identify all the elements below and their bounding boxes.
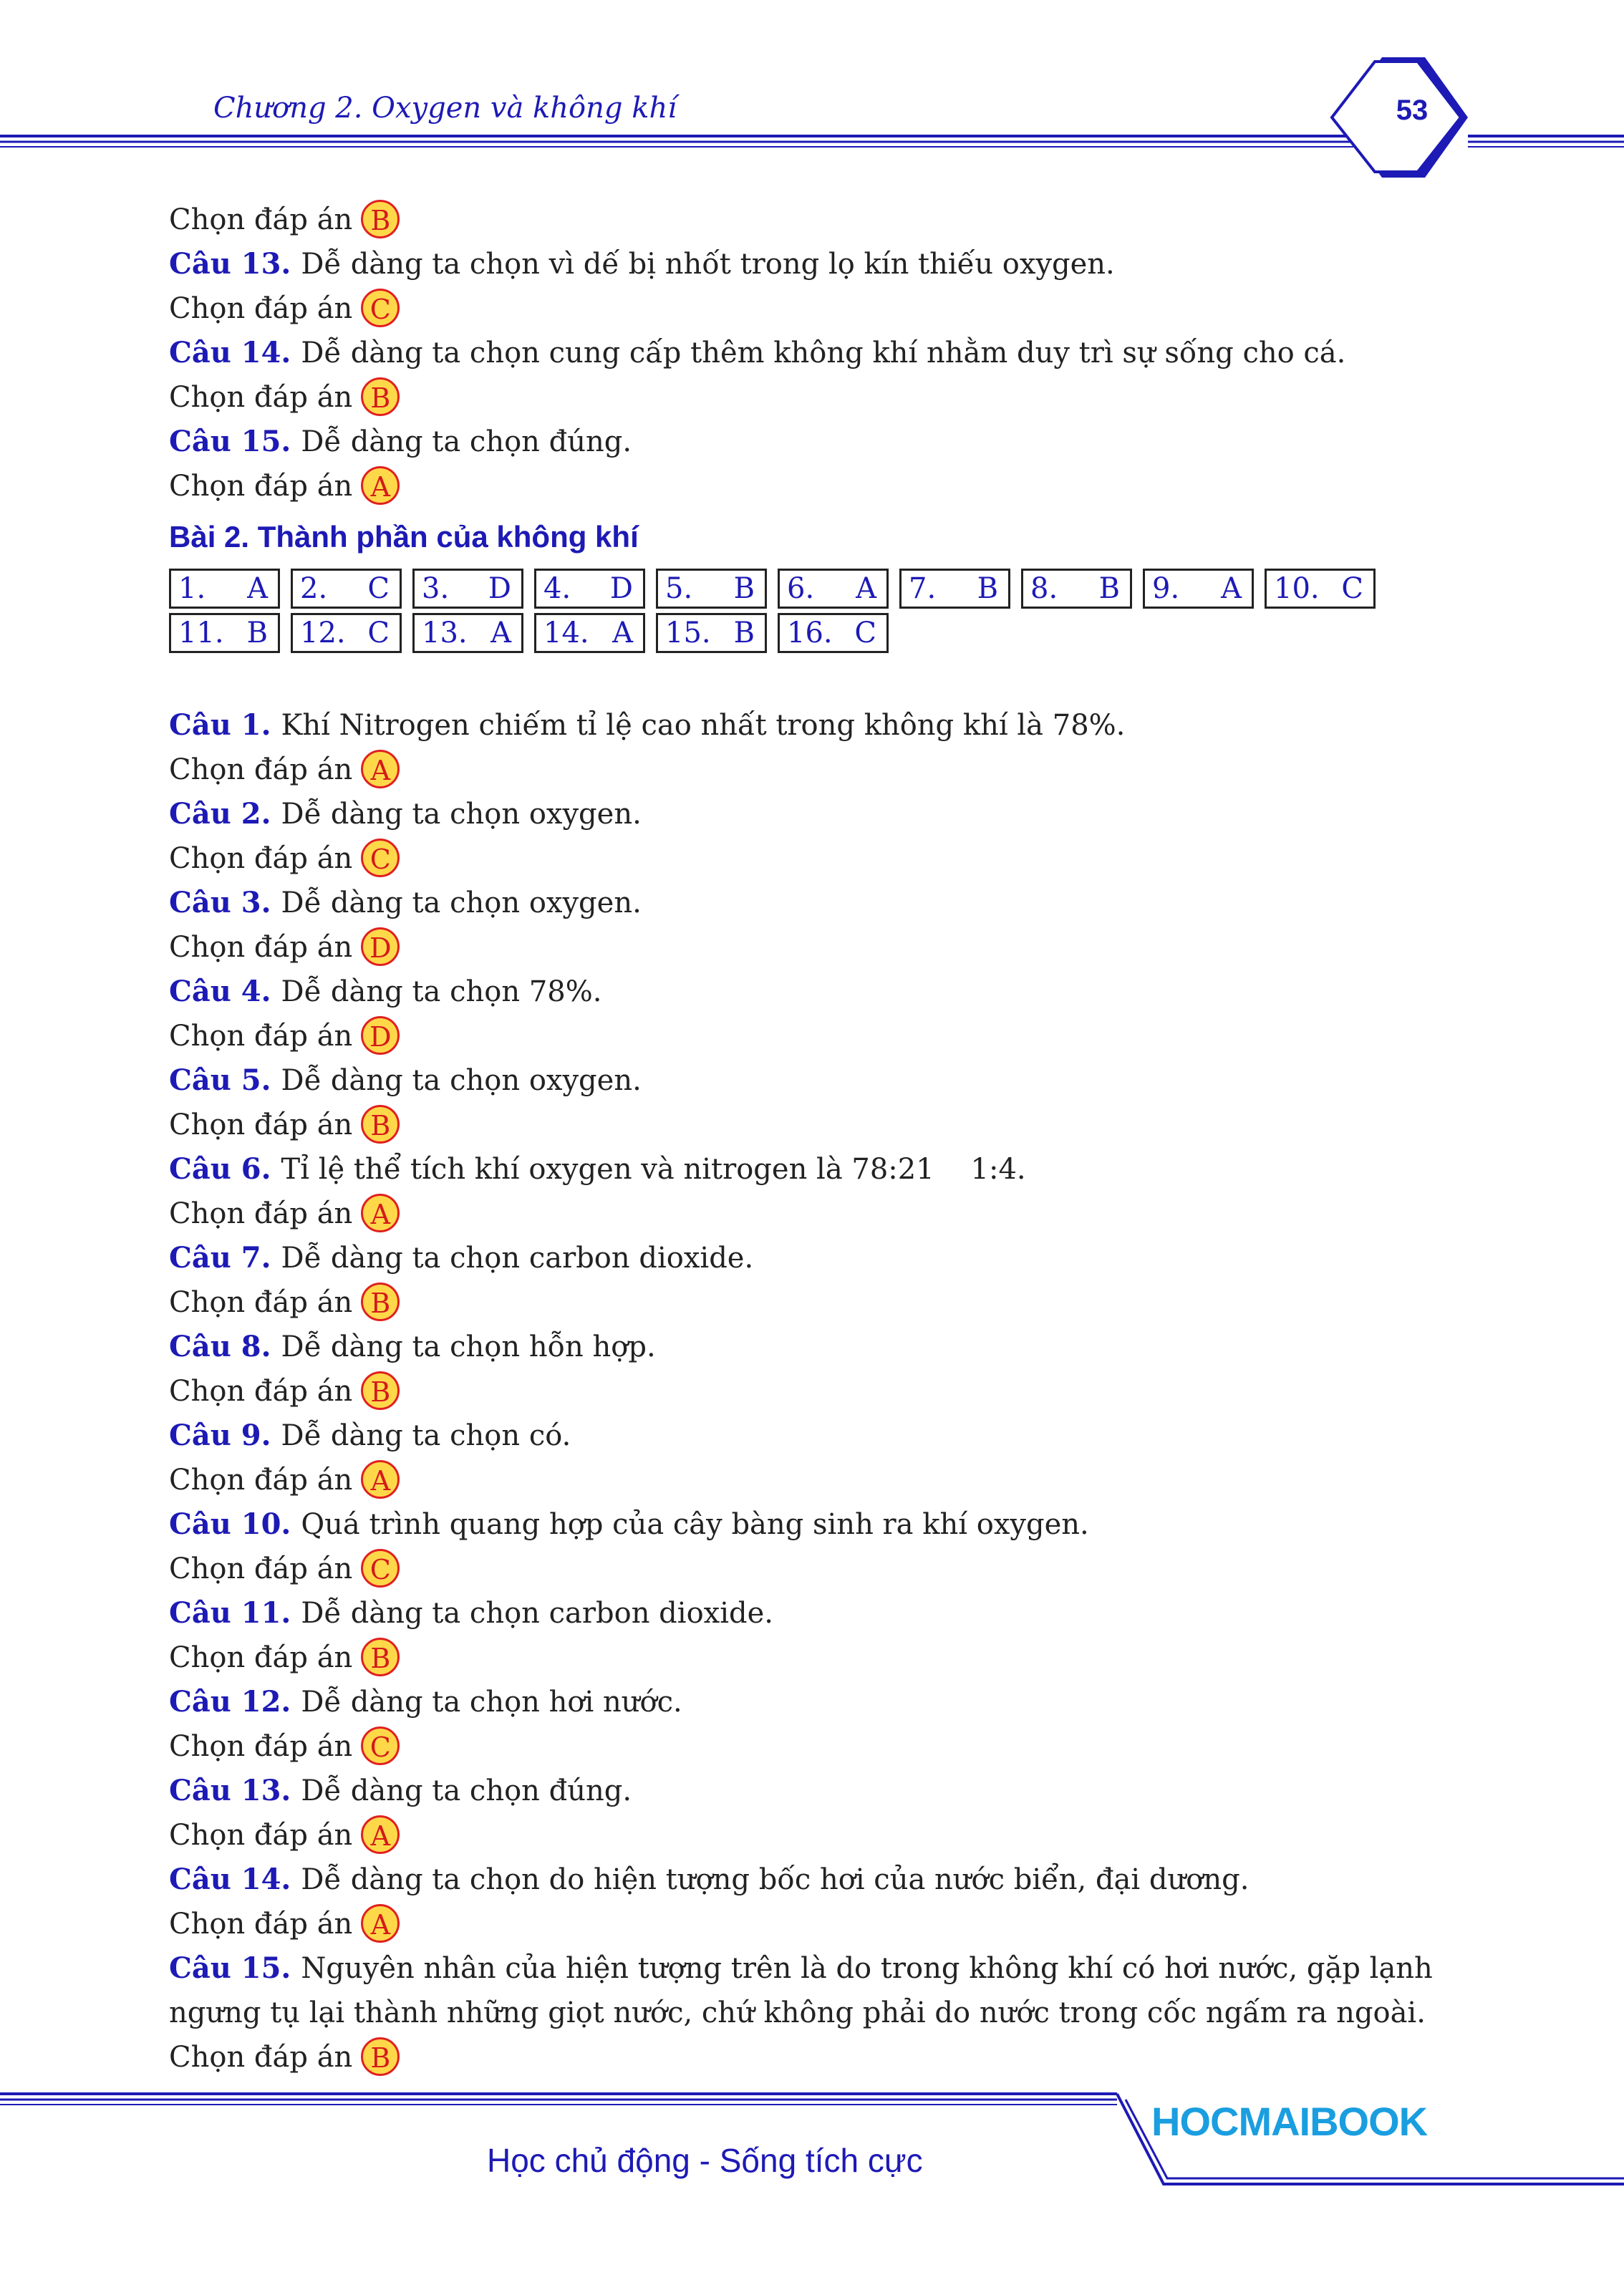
question-label: Câu 11. — [169, 1596, 291, 1630]
page-number: 53 — [1396, 95, 1429, 126]
question-line — [169, 1946, 1465, 1991]
answer-key-cell: 8. B — [1021, 569, 1132, 609]
answer-key-cell: 4. D — [534, 569, 645, 609]
question-label: Câu 13. — [169, 1774, 291, 1807]
question-label: Câu 1. — [169, 708, 271, 742]
answer-line: Chọn đáp án D — [169, 925, 1465, 970]
question-line — [169, 970, 1465, 1014]
question-text: Dễ dàng ta chọn 78%. — [281, 975, 602, 1008]
question-label: Câu 14. — [169, 1863, 291, 1896]
answer-line: Chọn đáp án B — [169, 1636, 1465, 1680]
question-text: Dễ dàng ta chọn carbon dioxide. — [301, 1597, 774, 1630]
question-continuation: ngưng tụ lại thành những giọt nước, chứ không phải do nước trong cốc ngấm ra ngoài. — [169, 1996, 1426, 2029]
answer-line: Chọn đáp án A — [169, 1458, 1465, 1502]
question-label: Câu 6. — [169, 1152, 271, 1186]
question-label: Câu 12. — [169, 1685, 291, 1719]
answer-line: Chọn đáp án A — [169, 464, 1465, 508]
answer-circle: C — [361, 1549, 400, 1588]
answer-key-cell: 3. D — [412, 569, 523, 609]
question-line — [169, 792, 1465, 836]
question-line — [169, 1325, 1465, 1369]
question-text: Dễ dàng ta chọn carbon dioxide. — [281, 1242, 754, 1275]
answer-circle: B — [361, 1283, 400, 1321]
answer-line: Chọn đáp án C — [169, 286, 1465, 331]
question-label: Câu 14. — [169, 336, 291, 369]
answer-circle: A — [361, 466, 400, 505]
question-label: Câu 9. — [169, 1419, 271, 1452]
answer-key-row — [169, 569, 1465, 613]
answer-key-cell: 14. A — [534, 613, 645, 653]
answer-circle: C — [361, 839, 400, 877]
answer-circle: A — [361, 750, 400, 788]
answer-key-cell: 5. B — [656, 569, 767, 609]
answer-circle: B — [361, 377, 400, 416]
question-text: Dễ dàng ta chọn vì dế bị nhốt trong lọ kín thiếu oxygen. — [301, 248, 1115, 281]
question-label: Câu 15. — [169, 425, 291, 458]
answer-key-cell: 15. B — [656, 613, 767, 653]
answer-key-cell: 12. C — [291, 613, 402, 653]
question-line — [169, 1858, 1465, 1902]
answer-circle: A — [361, 1904, 400, 1943]
question-text: Dễ dàng ta chọn hơi nước. — [301, 1686, 682, 1719]
question-label: Câu 7. — [169, 1241, 271, 1275]
answer-line: Chọn đáp án D — [169, 1014, 1465, 1058]
answer-circle: B — [361, 1371, 400, 1410]
question-text: Dễ dàng ta chọn cung cấp thêm không khí nhằm duy trì sự sống cho cá. — [301, 337, 1346, 369]
question-line — [169, 1147, 1465, 1192]
answer-line: Chọn đáp án B — [169, 1280, 1465, 1325]
page-content — [169, 198, 1465, 2080]
answer-line: Chọn đáp án C — [169, 1724, 1465, 1769]
answer-circle: C — [361, 1726, 400, 1765]
footer-slogan: Học chủ động - Sống tích cực — [487, 2142, 923, 2179]
question-line — [169, 1502, 1465, 1547]
question-line — [169, 242, 1465, 286]
answer-circle: C — [361, 289, 400, 327]
question-label: Câu 15. — [169, 1951, 291, 1985]
question-text: Dễ dàng ta chọn oxygen. — [281, 1064, 642, 1097]
question-label: Câu 10. — [169, 1507, 291, 1541]
question-line — [169, 1591, 1465, 1636]
question-line — [169, 331, 1465, 375]
answer-circle: D — [361, 927, 400, 966]
answer-key-row — [169, 613, 1465, 657]
answer-line: Chọn đáp án A — [169, 748, 1465, 792]
question-text: Dễ dàng ta chọn đúng. — [301, 425, 632, 458]
question-text: Dễ dàng ta chọn có. — [281, 1419, 571, 1452]
question-line — [169, 1414, 1465, 1458]
answer-line: Chọn đáp án B — [169, 2035, 1465, 2080]
answer-circle: B — [361, 1105, 400, 1144]
question-label: Câu 8. — [169, 1330, 271, 1363]
question-line — [169, 1769, 1465, 1813]
question-label: Câu 4. — [169, 975, 271, 1008]
question-line — [169, 1058, 1465, 1103]
answer-line: Chọn đáp án B — [169, 198, 1465, 242]
question-line — [169, 703, 1465, 748]
question-text: Quá trình quang hợp của cây bàng sinh ra khí oxygen. — [301, 1508, 1089, 1541]
answer-circle: A — [361, 1460, 400, 1499]
question-line — [169, 420, 1465, 464]
question-label: Câu 5. — [169, 1063, 271, 1097]
question-label: Câu 13. — [169, 247, 291, 281]
answer-line: Chọn đáp án B — [169, 1369, 1465, 1414]
answer-key-cell: 6. A — [778, 569, 889, 609]
question-text: Khí Nitrogen chiếm tỉ lệ cao nhất trong không khí là 78%. — [281, 709, 1126, 742]
answer-line: Chọn đáp án C — [169, 1547, 1465, 1591]
answer-circle: D — [361, 1016, 400, 1055]
answer-key-table — [169, 569, 1465, 657]
answer-key-cell: 11. B — [169, 613, 280, 653]
answer-key-cell: 9. A — [1143, 569, 1254, 609]
answer-key-cell: 13. A — [412, 613, 523, 653]
answer-line: Chọn đáp án A — [169, 1813, 1465, 1858]
answer-line: Chọn đáp án B — [169, 1103, 1465, 1147]
answer-line: Chọn đáp án A — [169, 1192, 1465, 1236]
answer-line: Chọn đáp án B — [169, 375, 1465, 420]
answer-circle: A — [361, 1194, 400, 1232]
answer-circle: A — [361, 1815, 400, 1854]
running-title: Chương 2. Oxygen và không khí — [213, 92, 677, 125]
question-label: Câu 3. — [169, 886, 271, 919]
answer-key-cell: 1. A — [169, 569, 280, 609]
question-text: Nguyên nhân của hiện tượng trên là do trong không khí có hơi nước, gặp lạnh — [301, 1952, 1433, 1985]
question-line — [169, 1236, 1465, 1280]
answer-key-cell: 2. C — [291, 569, 402, 609]
answer-line: Chọn đáp án C — [169, 836, 1465, 881]
question-label: Câu 2. — [169, 797, 271, 831]
answer-key-cell: 7. B — [899, 569, 1010, 609]
question-line — [169, 1680, 1465, 1724]
section-title: Bài 2. Thành phần của không khí — [169, 520, 639, 554]
answer-key-cell: 16. C — [778, 613, 889, 653]
question-text: Dễ dàng ta chọn hỗn hợp. — [281, 1330, 656, 1363]
hocmaibook-logo: HOCMAIBOOK — [1151, 2099, 1428, 2144]
answer-line: Chọn đáp án A — [169, 1902, 1465, 1946]
question-text: Tỉ lệ thể tích khí oxygen và nitrogen là 78:21 1:4. — [281, 1153, 1026, 1186]
question-text: Dễ dàng ta chọn oxygen. — [281, 798, 642, 831]
question-text: Dễ dàng ta chọn đúng. — [301, 1774, 632, 1807]
question-text: Dễ dàng ta chọn oxygen. — [281, 887, 642, 919]
answer-circle: B — [361, 2037, 400, 2076]
answer-circle: B — [361, 1638, 400, 1676]
answer-circle: B — [361, 200, 400, 238]
question-text: Dễ dàng ta chọn do hiện tượng bốc hơi của nước biển, đại dương. — [301, 1863, 1250, 1896]
question-line — [169, 881, 1465, 925]
answer-key-cell: 10. C — [1265, 569, 1376, 609]
